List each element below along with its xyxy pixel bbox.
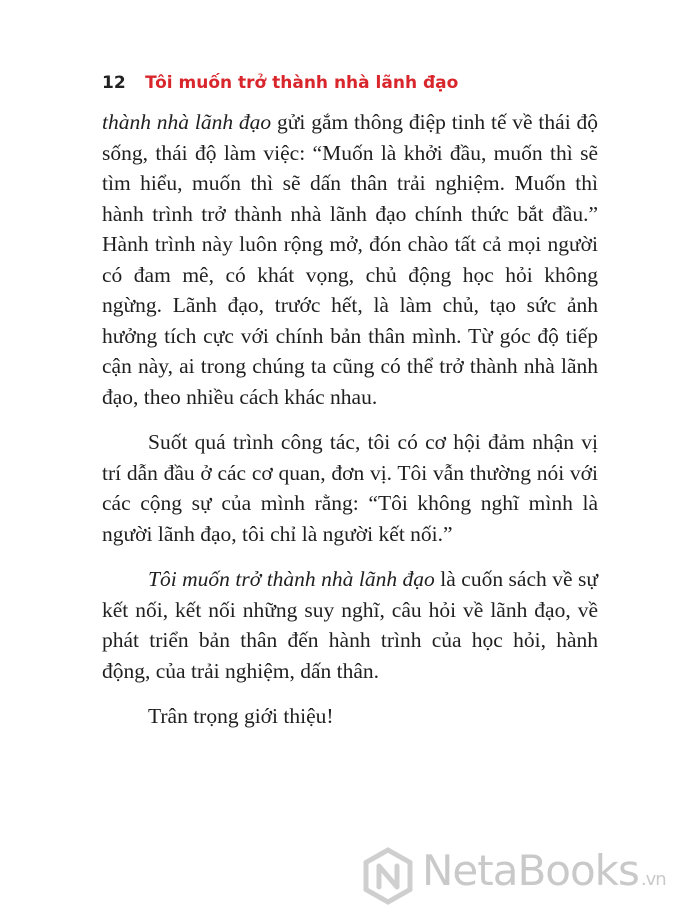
netabooks-logo-icon	[362, 847, 414, 905]
paragraph-text: Trân trọng giới thiệu!	[148, 704, 334, 728]
paragraph-book-summary	[102, 564, 598, 686]
netabooks-watermark	[362, 846, 666, 905]
running-header	[102, 72, 458, 94]
watermark-brand: NetaBooks .vn	[422, 846, 666, 895]
paragraph-closing	[102, 701, 598, 732]
page-body	[102, 107, 598, 747]
paragraph-continuation	[102, 107, 598, 412]
paragraph-text: Suốt quá trình công tác, tôi có cơ hội đảm nhận vị trí dẫn đầu ở các cơ quan, đơn vị. Tôi vẫn thường nói với các cộng sự của mình rằng: “Tôi không nghĩ mình là người lãnh đạo, tôi chỉ là người kết nối.”	[102, 430, 598, 546]
paragraph-text: gửi gắm thông điệp tinh tế về thái độ sống, thái độ làm việc: “Muốn là khởi đầu, muốn thì sẽ tìm hiểu, muốn thì sẽ dấn thân trải nghiệm. Muốn thì hành trình trở thành nhà lãnh đạo chính thức bắt đầu.” Hành trình này luôn rộng mở, đón chào tất cả mọi người có đam mê, có khát vọng, chủ động học hỏi không ngừng. Lãnh đạo, trước hết, là làm chủ, tạo sức ảnh hưởng tích cực với chính bản thân mình. Từ góc độ tiếp cận này, ai trong chúng ta cũng có thể trở thành nhà lãnh đạo, theo nhiều cách khác nhau.	[102, 110, 598, 409]
paragraph-text: là cuốn sách về sự kết nối, kết nối những suy nghĩ, câu hỏi về lãnh đạo, về phát triển bản thân đến hành trình của học hỏi, hành động, của trải nghiệm, dấn thân.	[102, 567, 599, 683]
book-title-italic: Tôi muốn trở thành nhà lãnh đạo	[148, 567, 435, 591]
page-number: 12	[102, 73, 126, 93]
book-title-italic: thành nhà lãnh đạo	[102, 110, 272, 134]
paragraph-experience	[102, 427, 598, 549]
running-title: Tôi muốn trở thành nhà lãnh đạo	[145, 73, 459, 93]
